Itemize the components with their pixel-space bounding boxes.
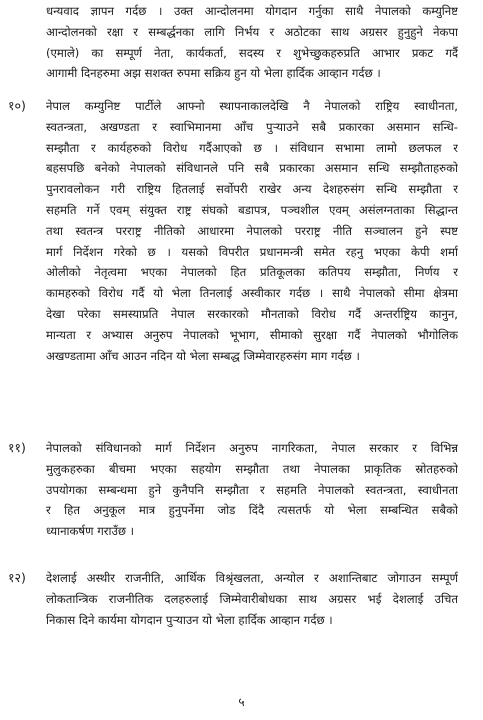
paragraph-line: लोकतान्त्रिक राजनीतिक दलहरुलाई जिम्मेवारीबोधका साथ अग्रसर भई देशलाई उचित — [46, 591, 458, 606]
paragraph-line: (एमाले) का सम्पूर्ण नेता, कार्यकर्ता, सदस्य र शुभेच्छुकहरुप्रति आभार प्रकट गर्दै — [46, 45, 458, 60]
paragraph-line: आगामी दिनहरुमा अझ सशक्त रुपमा सक्रिय हुन यो भेला हार्दिक आव्हान गर्दछ । — [46, 66, 381, 81]
paragraph-line: उपयोगका सम्बन्धमा हुने कुनैपनि सम्झौता र सहमति नेपालको स्वतन्त्रता, स्वाधीनता — [46, 482, 458, 497]
paragraph-line: सहमति गर्ने एवम् संयुक्त राष्ट्र संघको बडापत्र, पञ्चशील एवम् असंलग्नताका सिद्धान्त — [46, 202, 458, 217]
paragraph-line: ध्यानाकर्षण गराउँछ । — [46, 524, 135, 539]
paragraph-line: आन्दोलनको रक्षा र सम्बर्द्धनका लागि निर्भय र अठोटका साथ अग्रसर हुनुहुने नेकपा — [46, 24, 458, 39]
paragraph-line: र हित अनुकूल मात्र हुनुपर्नेमा जोड दिंदै त्यसतर्फ यो भेला सम्बन्धित सबैको — [46, 503, 458, 518]
paragraph-line: मान्यता र अभ्यास अनुरुप नेपालको भूभाग, सीमाको सुरक्षा गर्दै नेपालको भौगोलिक — [46, 327, 458, 342]
paragraph-line: अखण्डतामा आँच आउन नदिन यो भेला सम्बद्ध जिम्मेवारहरुसंग माग गर्दछ । — [46, 348, 360, 363]
intro-paragraph — [46, 1, 458, 84]
paragraph-line: नेपाल कम्युनिष्ट पार्टीले आफ्नो स्थापनाकालदेखि नै नेपालको राष्ट्रिय स्वाधीनता, — [46, 99, 458, 113]
paragraph-line: सम्झौता र कार्यहरुको विरोध गर्दैआएको छ । संविधान सभामा लामो छलफल र — [46, 140, 458, 155]
paragraph-line: पुनरावलोकन गरी राष्ट्रिय हितलाई सर्वोपरी राखेर अन्य देशहरुसंग सन्धि सम्झौता र — [46, 182, 458, 197]
paragraph-line: ओलीको नेतृत्वमा भएका नेपालको हित प्रतिकूलका कतिपय सम्झौता, निर्णय र — [46, 265, 458, 280]
paragraph-line: स्वतन्त्रता, अखण्डता र स्वाभिमानमा आँच पुऱ्याउने सबै प्रकारका असमान सन्धि- — [46, 119, 458, 134]
paragraph-line: बहसपछि बनेको नेपालको संविधानले पनि सबै प्रकारका असमान सन्धि सम्झौताहरुको — [46, 161, 458, 176]
paragraph-line: मुलुकहरुका बीचमा भएका सहयोग सम्झौता तथा नेपालका प्राकृतिक स्रोतहरुको — [46, 461, 458, 476]
paragraph-line: नेपालको संविधानको मार्ग निर्देशन अनुरुप नागरिकता, नेपाल सरकार र विभिन्न — [46, 441, 458, 455]
resolution-10-text — [46, 96, 458, 366]
paragraph-line: मार्ग निर्देशन गरेको छ । यसको विपरीत प्रधानमन्त्री समेत रहनु भएका केपी शर्मा — [46, 244, 458, 259]
paragraph-line: निकास दिने कार्यमा योगदान पुऱ्याउन यो भेला हार्दिक आव्हान गर्दछ । — [46, 612, 333, 627]
paragraph-line: धन्यवाद ज्ञापन गर्दछ । उक्त आन्दोलनमा योगदान गर्नुका साथै नेपालको कम्युनिष्ट — [46, 4, 458, 18]
resolution-12-text — [46, 568, 458, 630]
resolution-number-10: १०) — [8, 98, 26, 113]
paragraph-line: कामहरुको विरोध गर्दै यो भेला तिनलाई अस्वीकार गर्दछ । साथै नेपालको सीमा क्षेत्रमा — [46, 286, 458, 301]
resolution-number-12: १२) — [8, 570, 26, 585]
page-number: ५ — [238, 695, 245, 709]
paragraph-line: तथा स्वतन्त्र परराष्ट्र नीतिको आधारमा नेपालको परराष्ट्र नीति सञ्चालन हुने स्पष्ट — [46, 223, 458, 238]
paragraph-line: देशलाई अस्थीर राजनीति, आर्थिक विश्रृंखलता, अन्योल र अशान्तिबाट जोगाउन सम्पूर्ण — [46, 571, 458, 585]
paragraph-line: देखा परेका समस्याप्रति नेपाल सरकारको मौनताको विरोध गर्दै अन्तर्राष्ट्रिय कानुन, — [46, 306, 458, 321]
resolution-11-text — [46, 438, 458, 542]
resolution-number-11: ११) — [8, 440, 26, 455]
